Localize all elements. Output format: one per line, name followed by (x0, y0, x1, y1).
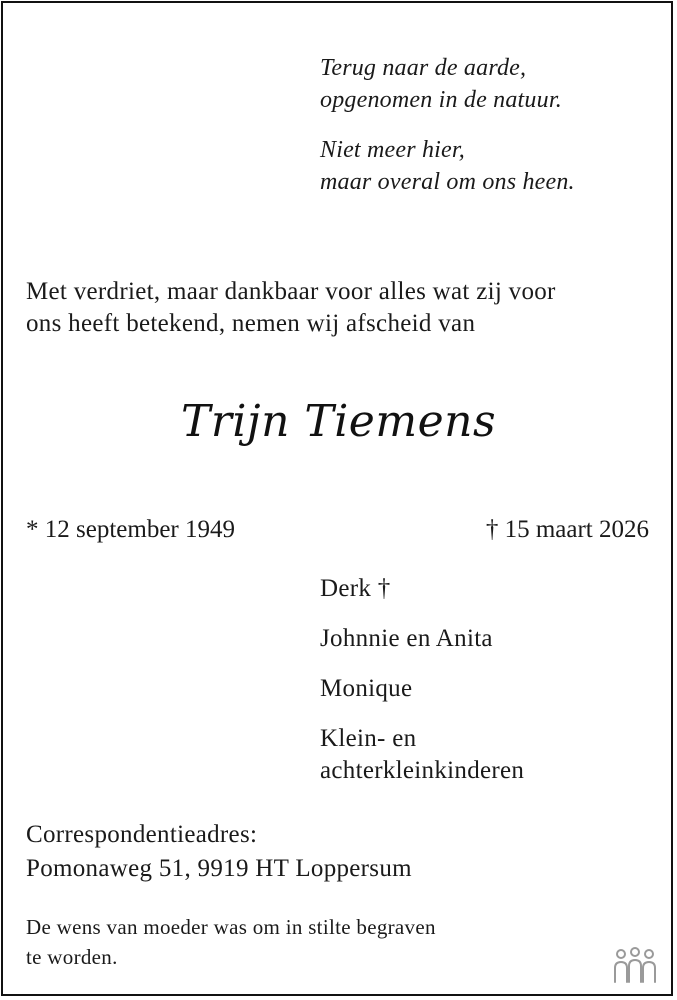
family-member-line: Klein- en (320, 725, 417, 752)
address-value: Pomonaweg 51, 9919 HT Loppersum (26, 855, 412, 882)
correspondence-address (26, 818, 412, 886)
poem-line: maar overal om ons heen. (320, 169, 575, 195)
poem-stanza (320, 52, 575, 116)
wish-line: te worden. (26, 945, 118, 969)
poem-line: Terug naar de aarde, (320, 55, 527, 81)
birth-date: * 12 september 1949 (26, 516, 235, 543)
intro-text (26, 276, 556, 340)
intro-line: Met verdriet, maar dankbaar voor alles wat zij voor (26, 278, 556, 305)
poem-line: opgenomen in de natuur. (320, 87, 562, 113)
family-member (320, 723, 524, 787)
family-member (320, 673, 524, 705)
family-people-icon (611, 946, 659, 986)
family-member-line: Derk † (320, 575, 391, 602)
address-label: Correspondentieadres: (26, 821, 258, 848)
poem-stanza (320, 134, 575, 198)
poem (320, 52, 575, 216)
family-list (320, 573, 524, 805)
family-member-line: achterkleinkinderen (320, 757, 525, 784)
deceased-name: Trijn Tiemens (180, 396, 497, 447)
wish-line: De wens van moeder was om in stilte begraven (26, 915, 436, 939)
poem-line: Niet meer hier, (320, 137, 465, 163)
family-member-line: Johnnie en Anita (320, 625, 493, 652)
family-member (320, 623, 524, 655)
burial-wish (26, 912, 436, 972)
death-date: † 15 maart 2026 (485, 516, 649, 543)
family-member (320, 573, 524, 605)
intro-line: ons heeft betekend, nemen wij afscheid van (26, 310, 476, 337)
family-member-line: Monique (320, 675, 413, 702)
